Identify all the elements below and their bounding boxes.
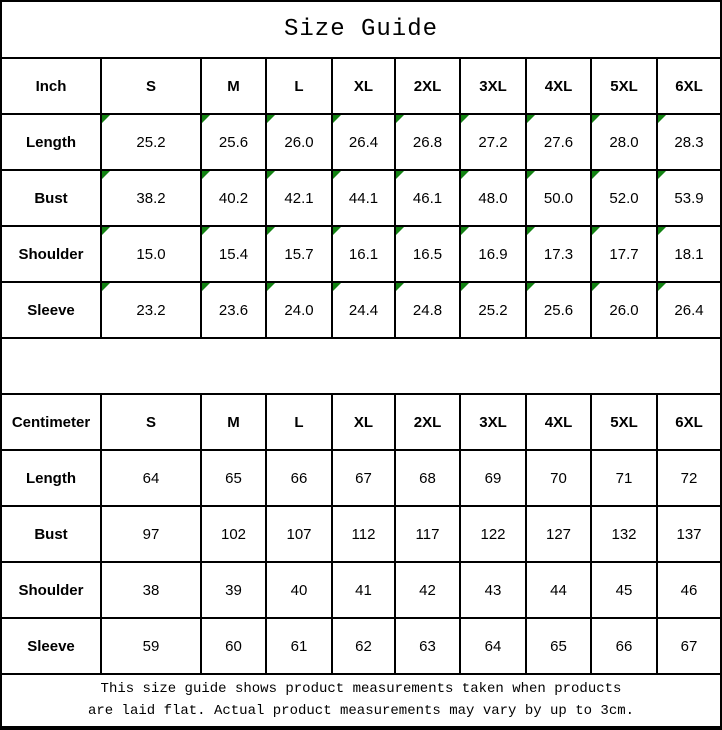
measurement-value: 50.0 [543, 189, 574, 207]
measurement-value-cell [101, 170, 201, 226]
measurement-row [2, 562, 720, 618]
measurement-value: 27.6 [543, 133, 574, 151]
size-label-cell: 3XL [460, 58, 526, 114]
measurement-value: 40.2 [218, 189, 249, 207]
measurement-value-cell [591, 618, 657, 674]
measurement-value-cell [657, 114, 720, 170]
size-header-row [2, 394, 720, 450]
measurement-value: 117 [415, 525, 440, 543]
measurement-value-cell [395, 618, 460, 674]
measurement-value-cell [332, 450, 395, 506]
measurement-value: 107 [286, 525, 312, 543]
measurement-value-cell [101, 450, 201, 506]
measurement-value-cell [591, 450, 657, 506]
measurement-value: 67 [680, 637, 698, 655]
corner-marker-icon [202, 283, 210, 291]
measurement-value-cell [101, 562, 201, 618]
measurement-label-cell: Length [2, 114, 101, 170]
measurement-label-cell: Sleeve [2, 282, 101, 338]
measurement-value-cell [201, 618, 266, 674]
measurement-value-cell [395, 114, 460, 170]
unit-label-cell: Centimeter [2, 394, 101, 450]
size-label-cell: S [101, 394, 201, 450]
corner-marker-icon [333, 171, 341, 179]
footer-note-line1: This size guide shows product measurements taken when products [100, 680, 622, 697]
measurement-value-cell [460, 114, 526, 170]
corner-marker-icon [102, 171, 110, 179]
measurement-value-cell [266, 618, 332, 674]
measurement-value: 44.1 [348, 189, 379, 207]
measurement-label-cell: Sleeve [2, 618, 101, 674]
size-label-cell: 2XL [395, 394, 460, 450]
measurement-value-cell [101, 282, 201, 338]
measurement-value: 26.0 [609, 301, 639, 319]
measurement-label-cell: Shoulder [2, 226, 101, 282]
measurement-value: 23.6 [218, 301, 249, 319]
measurement-value-cell [657, 562, 720, 618]
measurement-row [2, 170, 720, 226]
measurement-row [2, 450, 720, 506]
measurement-value-cell [201, 506, 266, 562]
corner-marker-icon [396, 283, 404, 291]
measurement-value-cell [101, 506, 201, 562]
measurement-value: 26.0 [284, 133, 314, 151]
size-label-cell: 5XL [591, 394, 657, 450]
measurement-value: 40 [290, 581, 308, 599]
measurement-value-cell [460, 170, 526, 226]
measurement-value: 65 [550, 637, 567, 655]
measurement-value-cell [332, 226, 395, 282]
corner-marker-icon [658, 227, 666, 235]
measurement-value-cell [460, 618, 526, 674]
measurement-value-cell [101, 226, 201, 282]
corner-marker-icon [102, 115, 110, 123]
measurement-value-cell [657, 506, 720, 562]
measurement-value: 64 [484, 637, 502, 655]
measurement-value-cell [526, 170, 591, 226]
measurement-value: 45 [615, 581, 633, 599]
footer-note-line2: are laid flat. Actual product measurements may vary by up to 3cm. [87, 702, 635, 719]
footer-note [2, 675, 720, 726]
measurement-value: 28.0 [609, 133, 639, 151]
corner-marker-icon [202, 171, 210, 179]
measurement-value: 122 [480, 525, 506, 543]
measurement-value: 42.1 [284, 189, 314, 207]
corner-marker-icon [267, 115, 275, 123]
measurement-value: 71 [615, 469, 633, 487]
centimeter-size-table [2, 393, 720, 675]
size-label-cell: S [101, 58, 201, 114]
measurement-value-cell [591, 226, 657, 282]
measurement-value: 16.9 [478, 245, 508, 263]
measurement-value: 42 [419, 581, 436, 599]
measurement-row [2, 506, 720, 562]
measurement-value-cell [591, 114, 657, 170]
measurement-value: 17.7 [609, 245, 639, 263]
measurement-value: 66 [615, 637, 633, 655]
measurement-value: 64 [142, 469, 160, 487]
measurement-value: 70 [550, 469, 567, 487]
unit-label-cell: Inch [2, 58, 101, 114]
measurement-value: 17.3 [543, 245, 574, 263]
measurement-value-cell [591, 170, 657, 226]
measurement-value-cell [201, 562, 266, 618]
measurement-value: 16.5 [412, 245, 443, 263]
corner-marker-icon [396, 171, 404, 179]
measurement-row [2, 282, 720, 338]
measurement-value-cell [332, 114, 395, 170]
measurement-value: 72 [680, 469, 698, 487]
measurement-row [2, 618, 720, 674]
measurement-value-cell [332, 170, 395, 226]
corner-marker-icon [461, 115, 469, 123]
measurement-value-cell [460, 226, 526, 282]
measurement-value-cell [591, 282, 657, 338]
size-label-cell: XL [332, 394, 395, 450]
measurement-value: 48.0 [478, 189, 508, 207]
measurement-value-cell [460, 282, 526, 338]
size-label-cell: 6XL [657, 394, 720, 450]
measurement-value-cell [395, 506, 460, 562]
measurement-value: 38 [142, 581, 160, 599]
measurement-value: 132 [611, 525, 637, 543]
corner-marker-icon [396, 227, 404, 235]
measurement-value: 46.1 [412, 189, 443, 207]
measurement-value: 24.4 [348, 301, 379, 319]
corner-marker-icon [461, 171, 469, 179]
measurement-value: 60 [225, 637, 242, 655]
measurement-value: 62 [355, 637, 372, 655]
measurement-value-cell [266, 226, 332, 282]
measurement-value: 41 [355, 581, 372, 599]
measurement-value: 97 [142, 525, 160, 543]
measurement-value-cell [526, 618, 591, 674]
corner-marker-icon [658, 115, 666, 123]
measurement-value-cell [526, 114, 591, 170]
measurement-value-cell [657, 226, 720, 282]
corner-marker-icon [658, 171, 666, 179]
measurement-value-cell [201, 450, 266, 506]
measurement-value-cell [101, 618, 201, 674]
measurement-value: 15.0 [136, 245, 166, 263]
size-label-cell: L [266, 58, 332, 114]
size-label-cell: 4XL [526, 58, 591, 114]
measurement-value: 25.2 [136, 133, 166, 151]
measurement-value: 26.4 [348, 133, 379, 151]
measurement-value: 67 [355, 469, 372, 487]
measurement-value: 46 [680, 581, 698, 599]
measurement-value: 15.7 [284, 245, 314, 263]
size-label-cell: M [201, 58, 266, 114]
size-label-cell: 4XL [526, 394, 591, 450]
table-gap [2, 339, 720, 393]
measurement-value-cell [332, 562, 395, 618]
corner-marker-icon [658, 283, 666, 291]
measurement-value-cell [266, 114, 332, 170]
measurement-value-cell [101, 114, 201, 170]
corner-marker-icon [592, 283, 600, 291]
measurement-value: 68 [419, 469, 436, 487]
measurement-value-cell [526, 506, 591, 562]
corner-marker-icon [527, 227, 535, 235]
measurement-row [2, 226, 720, 282]
measurement-value: 43 [484, 581, 502, 599]
measurement-value-cell [591, 506, 657, 562]
corner-marker-icon [333, 115, 341, 123]
size-label-cell: 6XL [657, 58, 720, 114]
corner-marker-icon [527, 171, 535, 179]
measurement-value: 59 [142, 637, 160, 655]
measurement-value: 25.6 [218, 133, 249, 151]
measurement-value-cell [266, 282, 332, 338]
measurement-value-cell [526, 450, 591, 506]
measurement-value: 25.6 [543, 301, 574, 319]
measurement-label-cell: Bust [2, 170, 101, 226]
measurement-value: 39 [225, 581, 242, 599]
corner-marker-icon [527, 115, 535, 123]
measurement-value: 102 [220, 525, 247, 543]
corner-marker-icon [333, 283, 341, 291]
measurement-value-cell [201, 226, 266, 282]
measurement-value: 16.1 [348, 245, 379, 263]
corner-marker-icon [461, 227, 469, 235]
corner-marker-icon [102, 227, 110, 235]
measurement-value-cell [266, 450, 332, 506]
measurement-value: 44 [550, 581, 567, 599]
measurement-value: 26.4 [674, 301, 704, 319]
measurement-value-cell [657, 282, 720, 338]
measurement-value: 25.2 [478, 301, 508, 319]
measurement-value: 15.4 [218, 245, 249, 263]
corner-marker-icon [267, 171, 275, 179]
measurement-value-cell [395, 450, 460, 506]
size-label-cell: M [201, 394, 266, 450]
measurement-value-cell [460, 506, 526, 562]
measurement-value-cell [657, 170, 720, 226]
measurement-value-cell [526, 226, 591, 282]
corner-marker-icon [592, 171, 600, 179]
measurement-value-cell [395, 226, 460, 282]
size-label-cell: 3XL [460, 394, 526, 450]
measurement-value-cell [395, 282, 460, 338]
measurement-value: 27.2 [478, 133, 508, 151]
measurement-value: 69 [484, 469, 502, 487]
measurement-value-cell [201, 170, 266, 226]
measurement-value-cell [395, 562, 460, 618]
size-label-cell: 2XL [395, 58, 460, 114]
measurement-value-cell [332, 282, 395, 338]
measurement-label-cell: Shoulder [2, 562, 101, 618]
measurement-label-cell: Bust [2, 506, 101, 562]
measurement-value: 52.0 [609, 189, 639, 207]
measurement-value: 24.0 [284, 301, 314, 319]
corner-marker-icon [461, 283, 469, 291]
measurement-value-cell [266, 562, 332, 618]
measurement-value-cell [266, 170, 332, 226]
measurement-value: 112 [351, 525, 376, 543]
measurement-value-cell [526, 282, 591, 338]
measurement-row [2, 114, 720, 170]
measurement-value-cell [332, 618, 395, 674]
measurement-value-cell [460, 450, 526, 506]
measurement-value: 66 [290, 469, 308, 487]
size-header-row [2, 58, 720, 114]
corner-marker-icon [102, 283, 110, 291]
measurement-value: 127 [545, 525, 572, 543]
measurement-value: 26.8 [412, 133, 443, 151]
corner-marker-icon [396, 115, 404, 123]
measurement-value: 38.2 [136, 189, 166, 207]
corner-marker-icon [202, 115, 210, 123]
measurement-value: 61 [290, 637, 308, 655]
measurement-value: 24.8 [412, 301, 443, 319]
measurement-value-cell [266, 506, 332, 562]
measurement-value: 18.1 [674, 245, 704, 263]
corner-marker-icon [267, 283, 275, 291]
measurement-value-cell [657, 450, 720, 506]
measurement-value-cell [657, 618, 720, 674]
size-label-cell: 5XL [591, 58, 657, 114]
corner-marker-icon [267, 227, 275, 235]
measurement-value: 53.9 [674, 189, 704, 207]
measurement-value: 65 [225, 469, 242, 487]
size-label-cell: L [266, 394, 332, 450]
measurement-value: 63 [419, 637, 436, 655]
corner-marker-icon [527, 283, 535, 291]
measurement-value-cell [332, 506, 395, 562]
measurement-value-cell [526, 562, 591, 618]
measurement-value: 28.3 [674, 133, 704, 151]
measurement-value: 23.2 [136, 301, 166, 319]
measurement-value-cell [201, 114, 266, 170]
measurement-label-cell: Length [2, 450, 101, 506]
corner-marker-icon [592, 227, 600, 235]
page-title: Size Guide [283, 16, 439, 43]
measurement-value-cell [201, 282, 266, 338]
corner-marker-icon [592, 115, 600, 123]
size-label-cell: XL [332, 58, 395, 114]
measurement-value-cell [460, 562, 526, 618]
measurement-value: 137 [676, 525, 702, 543]
corner-marker-icon [333, 227, 341, 235]
measurement-value-cell [591, 562, 657, 618]
measurement-value-cell [395, 170, 460, 226]
corner-marker-icon [202, 227, 210, 235]
inch-size-table [2, 57, 720, 339]
